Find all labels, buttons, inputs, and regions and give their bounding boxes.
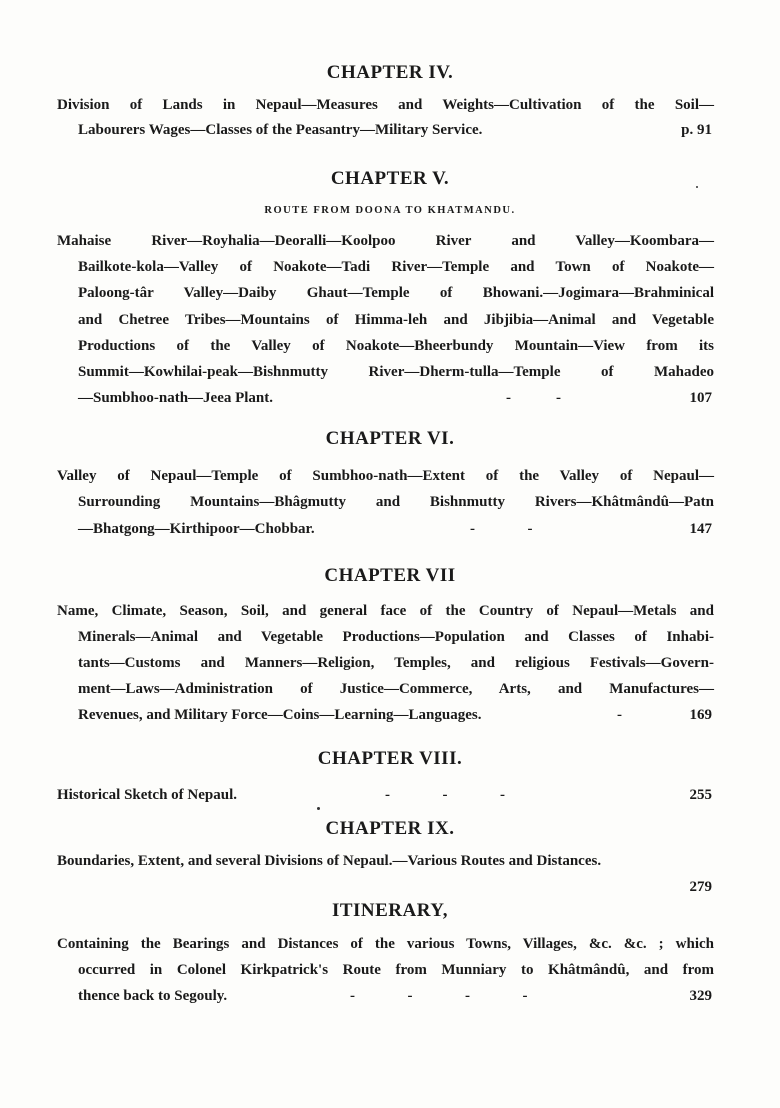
- itinerary-line: occurred in Colonel Kirkpatrick's Route from Munniary to Khâtmândû, and from: [78, 962, 714, 978]
- chapter-v-leaders: - -: [506, 390, 561, 406]
- chapter-v-line: Productions of the Valley of Noakote—Bheerbundy Mountain—View from its: [78, 338, 714, 354]
- chapter-vi-heading: CHAPTER VI.: [325, 428, 455, 449]
- print-speck: [317, 807, 320, 810]
- chapter-vii-line: ment—Laws—Administration of Justice—Commerce, Arts, and Manufactures—: [78, 681, 714, 697]
- chapter-v-line: and Chetree Tribes—Mountains of Himma-leh and Jibjibia—Animal and Vegetable: [78, 312, 714, 328]
- chapter-v-line: —Sumbhoo-nath—Jeea Plant.: [78, 390, 274, 406]
- chapter-iv-line: Division of Lands in Nepaul—Measures and Weights—Cultivation of the Soil—: [57, 97, 714, 113]
- chapter-vii-page-number: 169: [689, 707, 712, 723]
- chapter-v-page-number: 107: [689, 390, 712, 406]
- chapter-v-line: Bailkote-kola—Valley of Noakote—Tadi River—Temple and Town of Noakote—: [78, 259, 714, 275]
- itinerary-line: Containing the Bearings and Distances of the various Towns, Villages, &c. &c. ; which: [57, 936, 714, 952]
- chapter-vi-line: Valley of Nepaul—Temple of Sumbhoo-nath—Extent of the Valley of Nepaul—: [57, 468, 714, 484]
- chapter-viii-page-number: 255: [689, 787, 712, 803]
- chapter-viii-line: Historical Sketch of Nepaul.: [57, 787, 237, 803]
- chapter-iv-line: Labourers Wages—Classes of the Peasantry—Military Service.: [78, 122, 483, 138]
- itinerary-leaders: - - - -: [350, 988, 528, 1004]
- chapter-v-line: Mahaise River—Royhalia—Deoralli—Koolpoo River and Valley—Koombara—: [57, 233, 714, 249]
- itinerary-line: thence back to Segouly.: [78, 988, 228, 1004]
- chapter-vii-line: Name, Climate, Season, Soil, and general face of the Country of Nepaul—Metals and: [57, 603, 714, 619]
- chapter-ix-line: Boundaries, Extent, and several Divisions of Nepaul.—Various Routes and Distances.: [57, 853, 602, 869]
- chapter-vii-line: Revenues, and Military Force—Coins—Learning—Languages.: [78, 707, 482, 723]
- print-speck: [696, 186, 698, 188]
- chapter-v-line: Paloong-târ Valley—Daiby Ghaut—Temple of Bhowani.—Jogimara—Brahminical: [78, 285, 714, 301]
- chapter-vi-page-number: 147: [689, 521, 712, 537]
- chapter-vii-line: Minerals—Animal and Vegetable Productions—Population and Classes of Inhabi-: [78, 629, 714, 645]
- itinerary-page-number: 329: [689, 988, 712, 1004]
- chapter-vi-line: Surrounding Mountains—Bhâgmutty and Bishnmutty Rivers—Khâtmândû—Patn: [78, 494, 714, 510]
- chapter-iv-page-number: p. 91: [681, 122, 712, 138]
- chapter-v-line: Summit—Kowhilai-peak—Bishnmutty River—Dherm-tulla—Temple of Mahadeo: [78, 364, 714, 380]
- chapter-iv-heading: CHAPTER IV.: [326, 62, 454, 83]
- chapter-ix-heading: CHAPTER IX.: [325, 818, 455, 839]
- chapter-ix-page-number: 279: [689, 879, 712, 895]
- chapter-v-subheading: ROUTE FROM DOONA TO KHATMANDU.: [264, 205, 516, 216]
- chapter-vii-line: tants—Customs and Manners—Religion, Temples, and religious Festivals—Govern-: [78, 655, 714, 671]
- chapter-vii-heading: CHAPTER VII: [324, 565, 456, 586]
- chapter-vi-leaders: - -: [470, 521, 533, 537]
- itinerary-heading: ITINERARY,: [331, 900, 449, 921]
- chapter-viii-leaders: - - -: [385, 787, 505, 803]
- chapter-viii-heading: CHAPTER VIII.: [317, 748, 463, 769]
- chapter-v-heading: CHAPTER V.: [330, 168, 450, 189]
- chapter-vi-line: —Bhatgong—Kirthipoor—Chobbar.: [78, 521, 315, 537]
- chapter-vii-leaders: -: [617, 707, 622, 723]
